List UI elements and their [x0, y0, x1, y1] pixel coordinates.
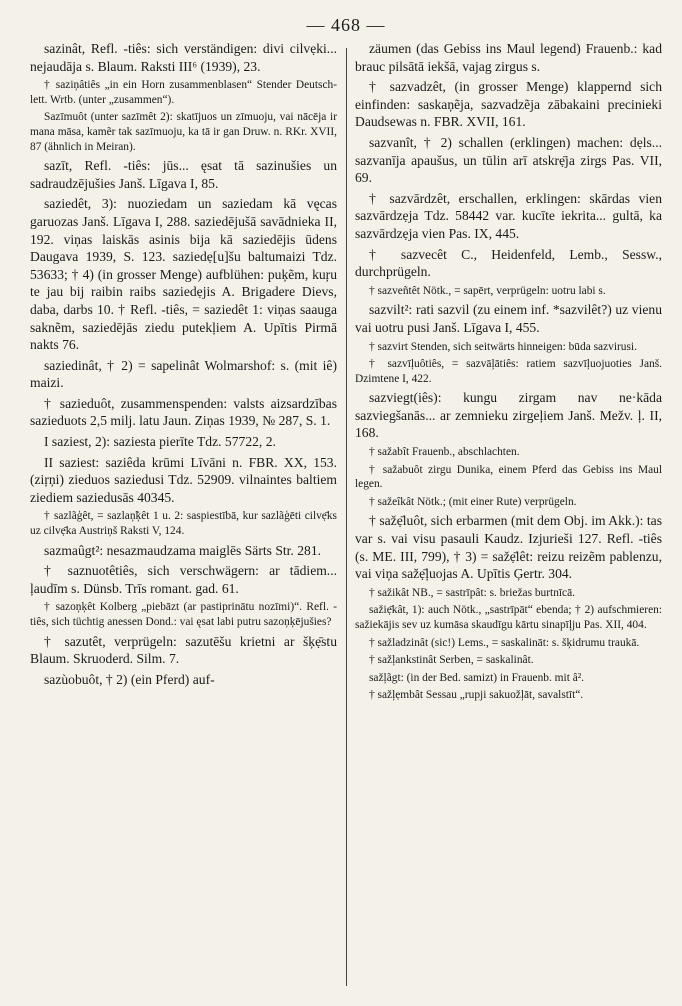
dictionary-entry: † sažabît Frauenb., abschlachten.	[369, 446, 520, 459]
columns	[30, 40, 662, 1000]
dictionary-entry: † sazvārdzêt, erschallen, erklingen: skārdas vien sazvārdzẹja Tdz. 58442 var. kucīte iekrita... gultā, ka sazvārdzẹja vien Pas. IX, 445.	[355, 190, 662, 241]
dictionary-entry: sažiẹ̄kât, 1): auch Nötk., „sastrīpāt“ ebenda; † 2) aufschmieren: sažiekājis sev uz kumāsa skaudīgu kārtu sinapīļju Pas. XII, 404.	[355, 604, 662, 631]
dictionary-entry: sažļãgt: (in der Bed. samizt) in Frauenb. mit â².	[369, 671, 585, 684]
column-divider	[346, 48, 347, 986]
right-column	[346, 40, 662, 1000]
dictionary-entry: † sažeîkât Nötk.; (mit einer Rute) verprügeln.	[369, 495, 577, 508]
dictionary-entry: † sazlãģêt, = sazlaņ̃ķêt 1 u. 2: saspiestībā, kur sazlãģēti cilvẹ̄ks uz cilvẹ̄ka Austriņš Raksti V, 124.	[30, 510, 337, 538]
dictionary-entry: † sažļankstinât Serben, = saskalinât.	[369, 654, 534, 667]
dictionary-entry: † saznuotêtiês, sich verschwägern: ar tādiem... ļaudīm s. Dünsb. Trīs romant. gad. 61.	[30, 563, 337, 596]
dictionary-entry: sazùobuôt, † 2) (ein Pferd) auf-	[44, 671, 215, 687]
dictionary-entry: saziedinât, † 2) = sapelinât Wolmarshof: s. (mit iê) maizi.	[30, 357, 337, 391]
dictionary-entry: † sažļẹmbât Sessau „rupji sakuožļāt, savalstīt“.	[369, 689, 584, 702]
dictionary-entry: † sazvadzêt, (in grosser Menge) klappernd sich einfinden: saskaņẽja, sazvadzẽja zābakaini precinieki Daudsewas n. FBR. XVII, 161.	[355, 79, 662, 130]
dictionary-entry: saziedêt, 3): nuoziedam un saziedam kā vęcas garuozas Janš. Līgava I, 288. saziedējušā savādnieka II, 192. viņas laiskās asinis bija kā saziedējis ūdens Daugava 1939, S. 123. saziedẹ[u]šu baltumaizi Tdz. 53633; † 4) (in grosser Menge) aufblühen: puķẽm, kuŗu te jau bij raibin raibs saziedẹjis A. Brigadere Dievs, daba, darbs 10. † Refl. -tiês, = saziedêt 1: viņas saauga saknẽm, saziedējās ziedu putekļiem A. Upītis Pirmā nakts 76.	[30, 196, 337, 353]
dictionary-entry: † sazieduôt, zusammenspenden: valsts aizsardzības sazieduots 2,5 milj. latu Jaun. Ziņas 1939, № 287, S. 1.	[30, 395, 337, 429]
dictionary-entry: † saziņâtiês „in ein Horn zusammenblasen“ Stender Deutsch-lett. Wrtb. (unter „zusammen“).	[30, 79, 337, 106]
dictionary-entry: sazinât, Refl. -tiês: sich verständigen: divi cilvẹki... nejaudāja s. Blaum. Raksti III⁶ (1939), 23.	[30, 41, 337, 74]
dictionary-entry: † sažẹ̄luôt, sich erbarmen (mit dem Obj. im Akk.): tas var s. vai visu pasauli Kaudz. Izjurieši 127. Refl. -tiês (s. ME. III, 799), † 3) = sažẹ̄lêt: reizu reizẽm pablenzu, vai viņa sažẹ̄ļuojas A. Upītis Ģertr. 304.	[355, 513, 662, 582]
dictionary-entry: I saziest, 2): saziesta pierīte Tdz. 57722, 2.	[44, 434, 276, 450]
dictionary-entry: † sažladzinât (sic!) Lems., = saskalināt: s. šķidrumu traukā.	[369, 636, 640, 649]
dictionary-entry: sazviegt(iês): kungu zirgam nav ne·kāda sazviegšanās... ar zemnieku zirgeļiem Janš. Mežv. ļ. II, 168.	[355, 390, 662, 441]
dictionary-entry: Sazīmuôt (unter sazīmêt 2): skatījuos un zīmuoju, vai nācēja ir mana māsa, kamẽr tak sazīmuoju, ka tā ir gan Druw. n. RKr. XVII, 87 (ähnlich in Meiran).	[30, 111, 337, 153]
dictionary-entry: sazvanît, † 2) schallen (erklingen) machen: dẹls... sazvanīja apaušus, un tūlin arī atskrẹ̄ja zirgs Pas. VII, 69.	[355, 134, 662, 186]
dictionary-entry: † sazvirt Stenden, sich seitwärts hinneigen: būda sazvirusi.	[369, 340, 637, 353]
dictionary-entry: † sazvīļuôtiês, = sazvāļātiês: ratiem sazvīļuojuoties Janš. Dzimtene I, 422.	[355, 358, 662, 385]
dictionary-entry: † sažabuôt zirgu Dunika, einem Pferd das Gebiss ins Maul legen.	[355, 463, 662, 491]
dictionary-entry: † sazvecêt C., Heidenfeld, Lemb., Sessw., durchprügeln.	[355, 246, 662, 280]
dictionary-entry: † sazutêt, verprügeln: sazutēšu krietni ar šķẹ̄stu Blaum. Skruoderd. Silm. 7.	[30, 633, 337, 667]
left-column	[30, 40, 346, 1000]
dictionary-entry: sazmaûgt²: nesazmaudzama maiglēs Särts Str. 281.	[44, 542, 322, 558]
dictionary-entry: † sažikât NB., = sastrīpât: s. briežas burtnīcā.	[369, 586, 576, 599]
dictionary-entry: sazīt, Refl. -tiês: jūs... ęsat tā sazinušies un sadraudzējušies Janš. Līgava I, 85.	[30, 158, 337, 191]
dictionary-entry: † sazveñtêt Nötk., = sapērt, verprügeln: uotru labi s.	[369, 284, 606, 297]
dictionary-entry: II saziest: saziêda krūmi Līvāni n. FBR. XX, 153. (ziŗņi) zieduos saziedusi Tdz. 52909. vilnaintes baltiem ziediem saziedusās 40345.	[30, 454, 337, 505]
dictionary-entry: sazvilt²: rati sazvil (zu einem inf. *sazvilêt?) uz vienu vai uotru pusi Janš. Līgava I, 455.	[355, 302, 662, 335]
dictionary-entry: † sazoņķêt Kolberg „piebāzt (ar pastiprinātu nozīmi)“. Refl. -tiês, sich tüchtig anessen Dond.: vai ęsat labi putru sazoņķējušies?	[30, 601, 337, 628]
page-number: — 468 —	[306, 15, 386, 35]
dictionary-entry: zäumen (das Gebiss ins Maul legend) Frauenb.: kad brauc pilsātā iekšā, vajag zirgus s.	[355, 41, 662, 74]
